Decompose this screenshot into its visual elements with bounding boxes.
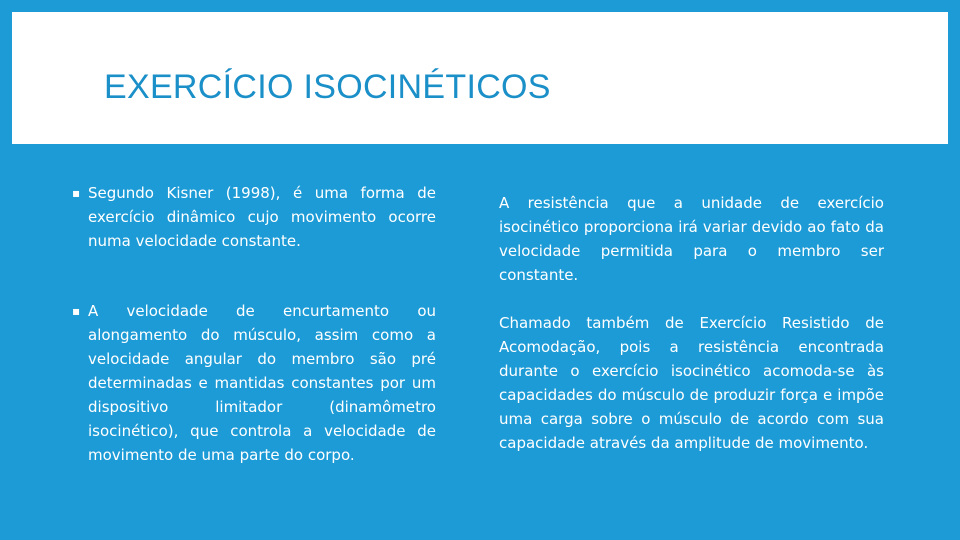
left-column [72,181,436,467]
left-paragraph-1-text: Segundo Kisner (1998), é uma forma de exercício dinâmico cujo movimento ocorre numa velocidade constante. [88,184,436,250]
left-paragraph-2 [72,299,436,467]
bullet-icon: ▪ [72,186,81,200]
left-paragraph-2-text: A velocidade de encurtamento ou alongamento do músculo, assim como a velocidade angular do membro são pré determinadas e mantidas constantes por um dispositivo limitador (dinamômetro isocinético), que controla a velocidade de movimento de uma parte do corpo. [88,302,436,464]
page-title: EXERCÍCIO ISOCINÉTICOS [104,68,551,106]
left-paragraph-1 [72,181,436,253]
bullet-icon: ▪ [72,304,81,318]
right-column [499,191,884,455]
right-paragraph-1: A resistência que a unidade de exercício isocinético proporciona irá variar devido ao fato da velocidade permitida para o membro ser constante. [499,194,884,284]
title-band [12,12,948,144]
right-paragraph-2: Chamado também de Exercício Resistido de Acomodação, pois a resistência encontrada durante o exercício isocinético acomoda-se às capacidades do músculo de produzir força e impõe uma carga sobre o músculo de acordo com sua capacidade através da amplitude de movimento. [499,314,884,452]
